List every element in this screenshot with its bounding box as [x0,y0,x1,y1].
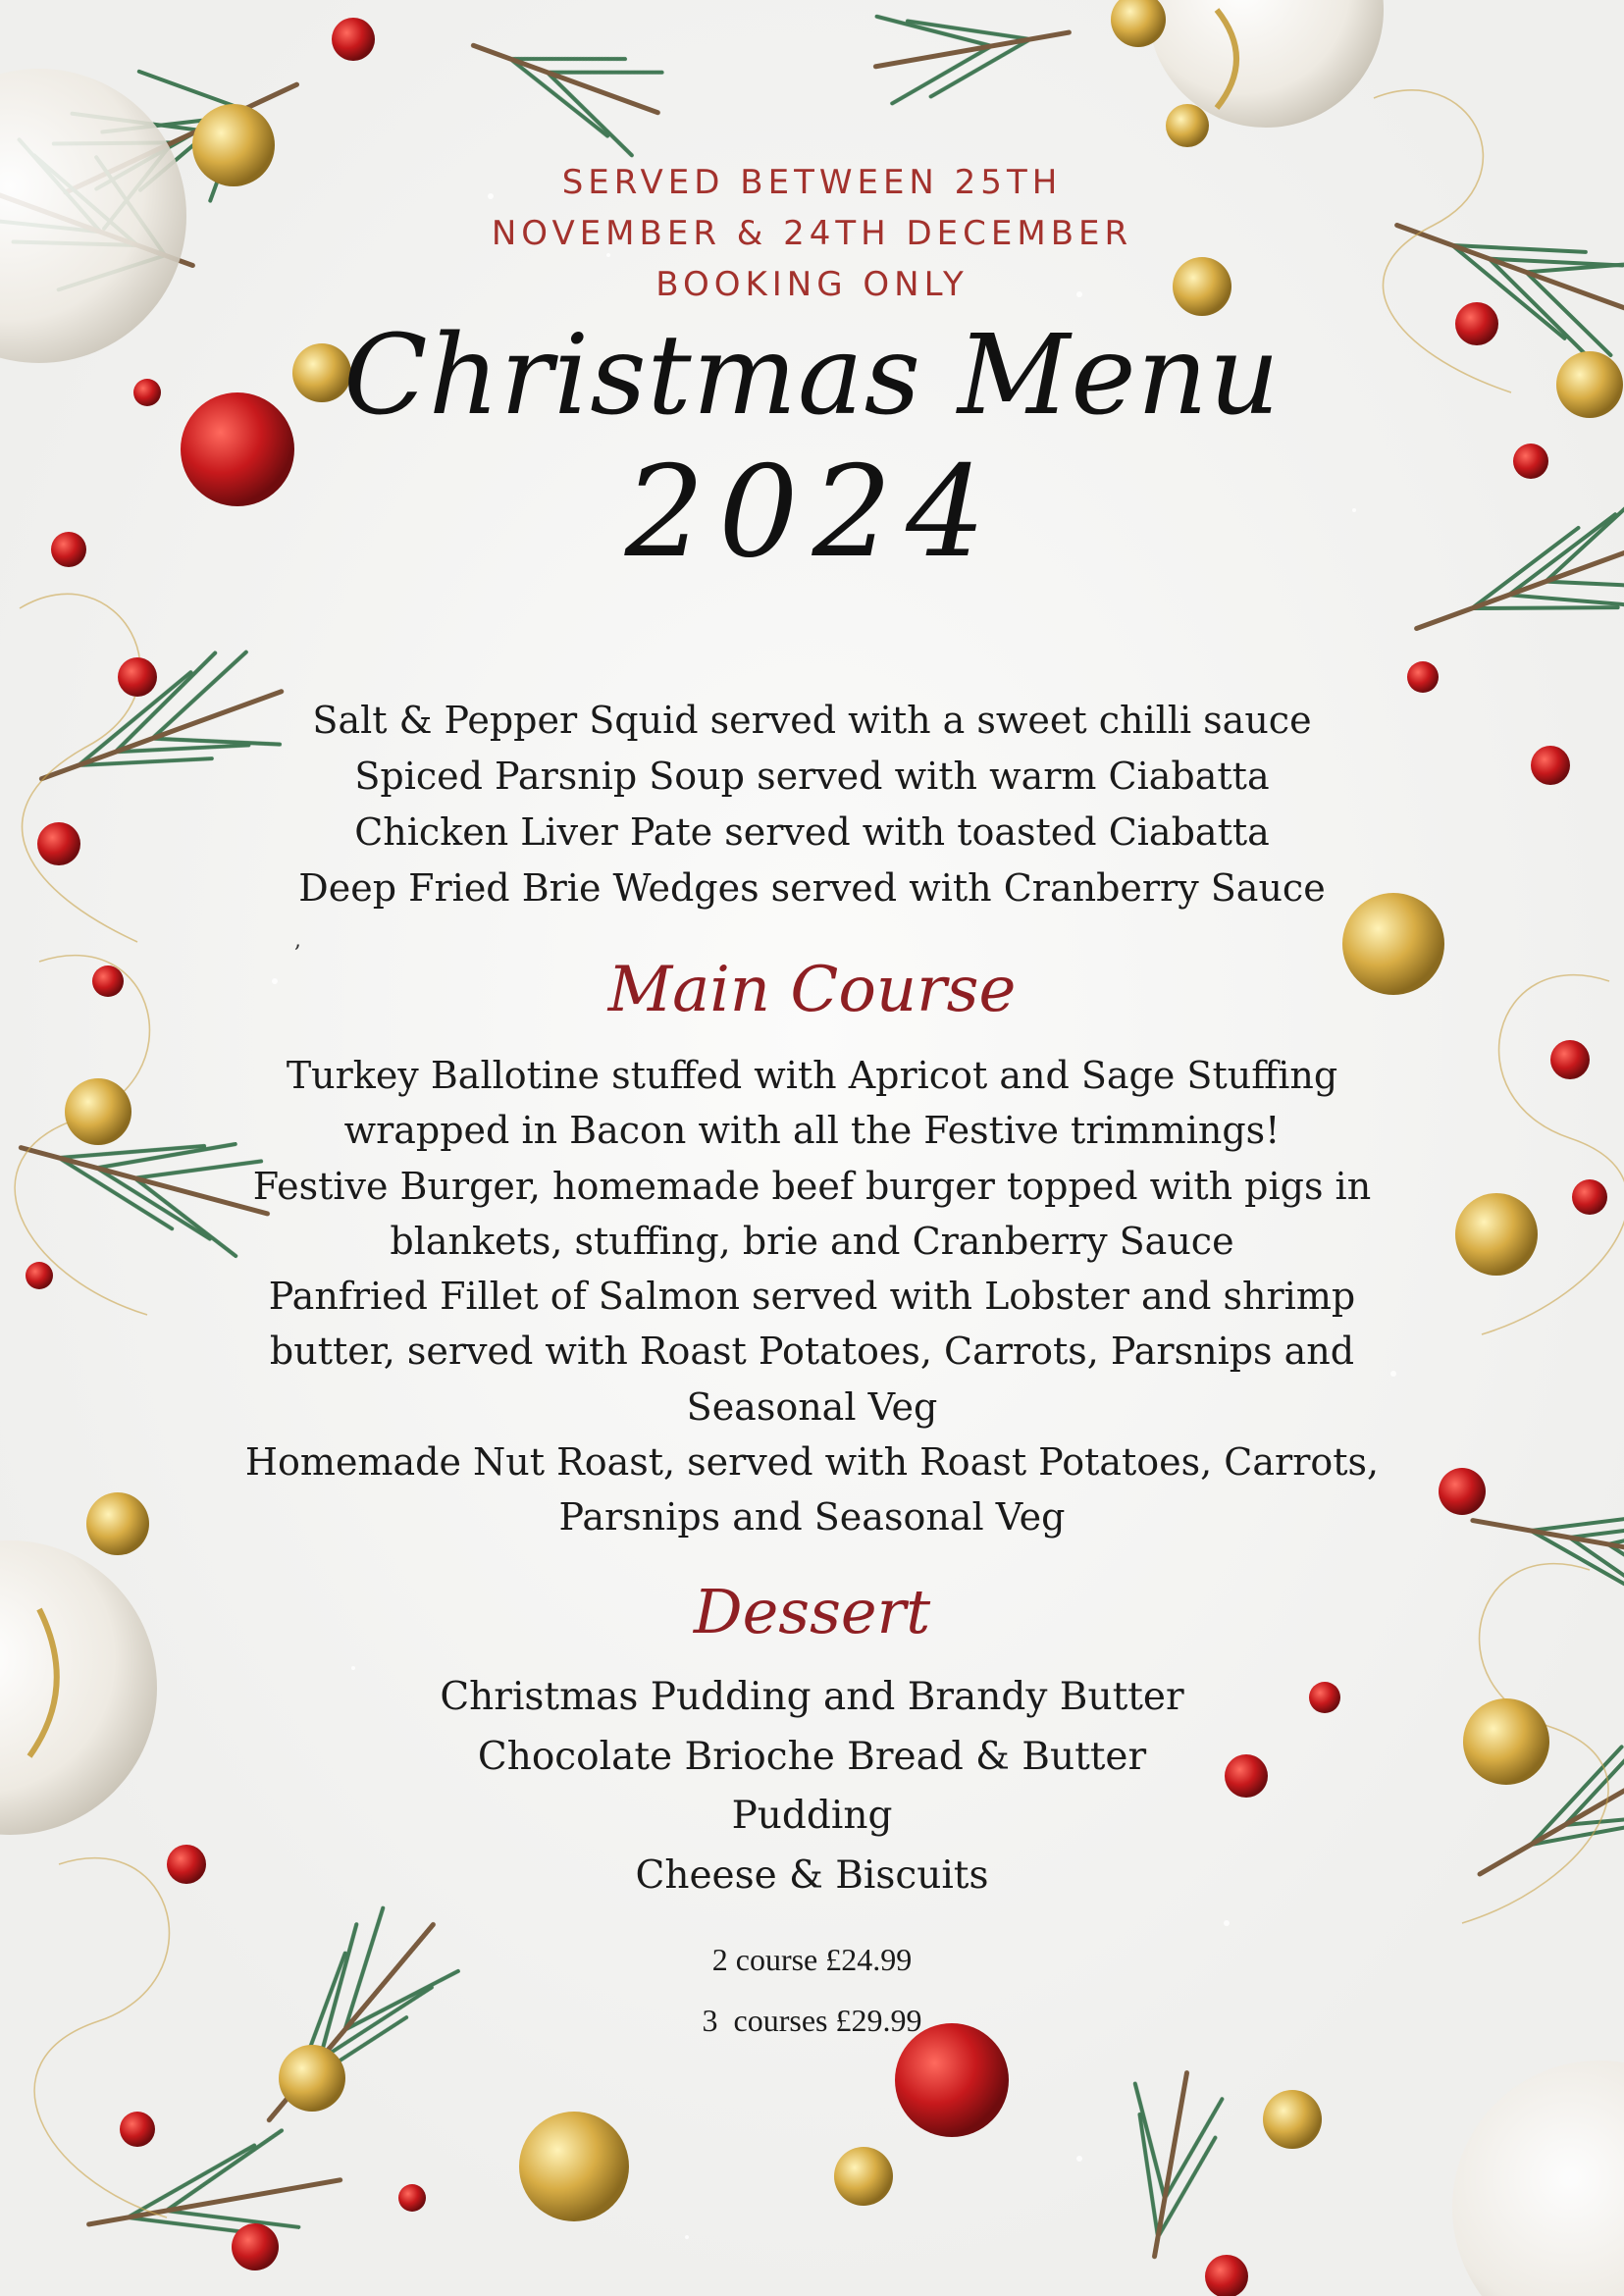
three-course-price: 3 courses £29.99 [702,2003,922,2038]
main-course-list [0,1048,1624,1545]
starters-list [0,693,1624,916]
starter-item: Chicken Liver Pate served with toasted Ciabatta [354,810,1270,854]
main-course-line: blankets, stuffing, brie and Cranberry Sauce [390,1219,1234,1263]
starter-item: Salt & Pepper Squid served with a sweet chilli sauce [312,699,1312,742]
dessert-line: Cheese & Biscuits [635,1852,989,1898]
starter-item: Spiced Parsnip Soup served with warm Ciabatta [354,755,1270,798]
served-line: NOVEMBER & 24TH DECEMBER [491,214,1133,253]
served-line: SERVED BETWEEN 25TH [561,163,1063,202]
dessert-line: Pudding [731,1794,893,1838]
main-course-heading: Main Course [607,954,1017,1026]
main-course-line: Homemade Nut Roast, served with Roast Potatoes, Carrots, [244,1440,1380,1485]
dessert-heading: Dessert [693,1576,931,1647]
main-course-line: butter, served with Roast Potatoes, Carrots, Parsnips and [269,1330,1355,1374]
main-course-line: Seasonal Veg [686,1384,938,1429]
menu-title: Christmas Menu [343,312,1281,440]
main-course-line: wrapped in Bacon with all the Festive trimmings! [343,1109,1281,1153]
menu-year: 2024 [624,440,1000,586]
dessert-line: Christmas Pudding and Brandy Butter [440,1675,1184,1719]
main-course-line: Panfried Fillet of Salmon served with Lobster and shrimp [268,1275,1356,1319]
main-course-line: Turkey Ballotine stuffed with Apricot and Sage Stuffing [286,1054,1338,1097]
dessert-list [0,1668,1624,1905]
stray-mark: , [294,928,301,953]
served-line: BOOKING ONLY [655,265,969,304]
starter-item: Deep Fried Brie Wedges served with Cranberry Sauce [298,866,1326,910]
two-course-price: 2 course £24.99 [711,1942,913,1977]
serving-dates-notice [0,157,1624,310]
main-course-line: Festive Burger, homemade beef burger topped with pigs in [252,1164,1372,1208]
price-list [0,1929,1624,2051]
main-course-line: Parsnips and Seasonal Veg [558,1495,1066,1539]
dessert-line: Chocolate Brioche Bread & Butter [477,1734,1147,1779]
